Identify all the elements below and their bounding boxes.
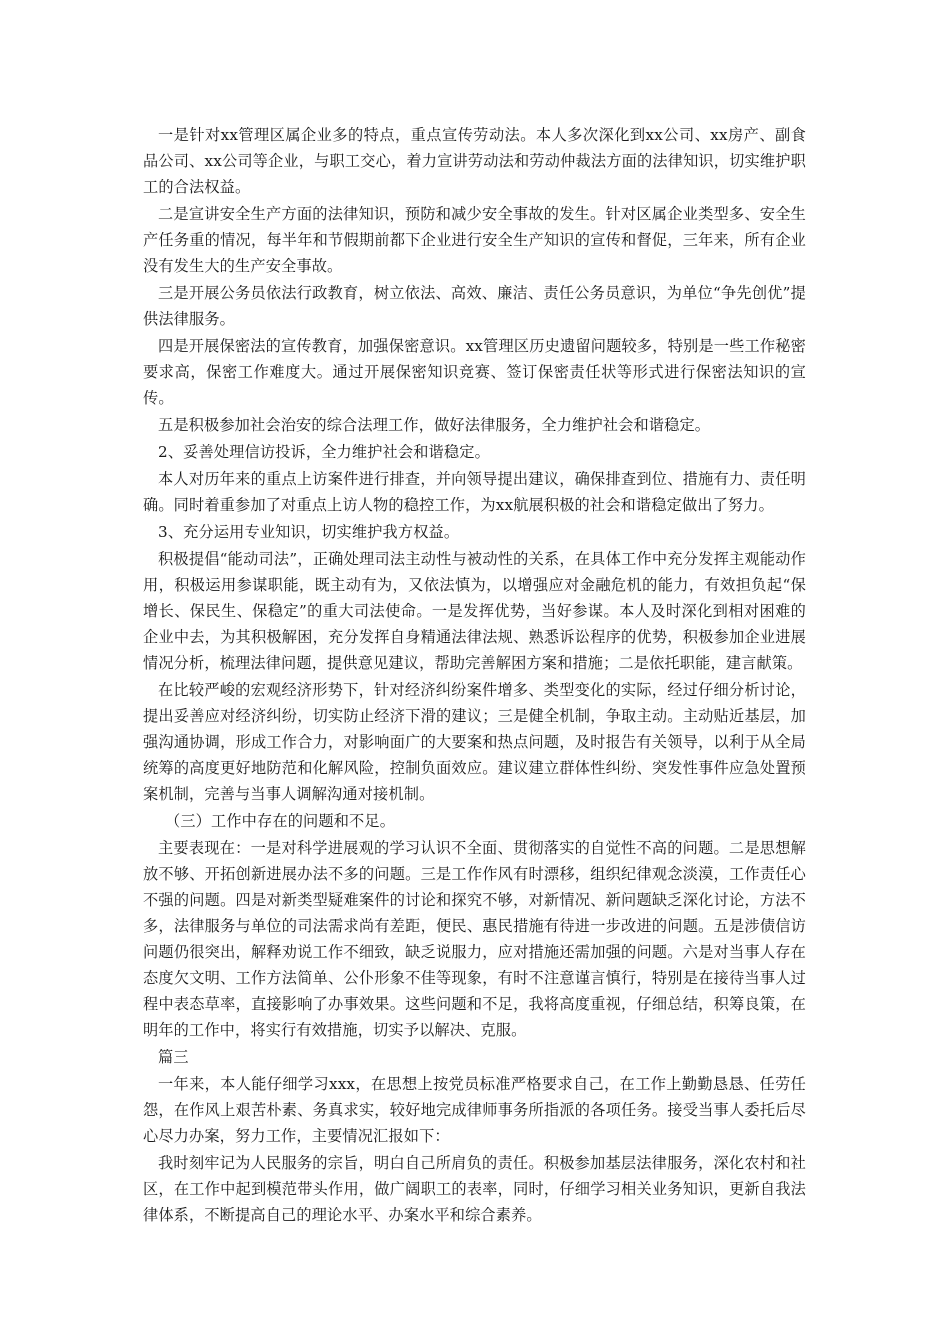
heading-professional-knowledge: 3、充分运用专业知识，切实维护我方权益。: [158, 523, 460, 541]
section-title-part-three: 篇三: [158, 1048, 189, 1066]
paragraph-economic-situation: 在比较严峻的宏观经济形势下，针对经济纠纷案件增多、类型变化的实际，经过仔细分析讨论，提出妥善应对经济纠纷，切实防止经济下滑的建议；三是健全机制，争取主动。主动贴近基层，加强沟通协调，形成工作合力，对影响面广的大要案和热点问题，及时报告有关领导，以利于从全局统筹的高度更好地防范和化解风险，控制负面效应。建议建立群体性纠纷、突发性事件应急处置预案机制，完善与当事人调解沟通对接机制。: [143, 681, 806, 803]
paragraph-civil-servant-education: 三是开展公务员依法行政教育，树立依法、高效、廉洁、责任公务员意识，为单位“争先创优”提供法律服务。: [143, 284, 806, 328]
paragraph-active-judiciary: 积极提倡“能动司法”，正确处理司法主动性与被动性的关系，在具体工作中充分发挥主观能动作用，积极运用参谋职能，既主动有为，又依法慎为，以增强应对金融危机的能力，有效担负起“保增长、保民生、保稳定”的重大司法使命。一是发挥优势，当好参谋。本人及时深化到相对困难的企业中去，为其积极解困，充分发挥自身精通法律法规、熟悉诉讼程序的优势，积极参加企业进展情况分析，梳理法律问题，提供意见建议，帮助完善解困方案和措施；二是依托职能，建言献策。: [143, 550, 806, 672]
paragraph-annual-summary: 一年来，本人能仔细学习xxx，在思想上按党员标准严格要求自己，在工作上勤勤恳恳、任劳任怨，在作风上艰苦朴素、务真求实，较好地完成律师事务所指派的各项任务。接受当事人委托后尽心尽力办案，努力工作，主要情况汇报如下：: [143, 1075, 806, 1145]
paragraph-problems-detail: 主要表现在：一是对科学进展观的学习认识不全面、贯彻落实的自觉性不高的问题。二是思想解放不够、开拓创新进展办法不多的问题。三是工作作风有时漂移，组织纪律观念淡漠，工作责任心不强的问题。四是对新类型疑难案件的讨论和探究不够，对新情况、新问题缺乏深化讨论，方法不多，法律服务与单位的司法需求尚有差距，便民、惠民措施有待进一步改进的问题。五是涉债信访问题仍很突出，解释劝说工作不细致，缺乏说服力，应对措施还需加强的问题。六是对当事人存在态度欠文明、工作方法简单、公仆形象不佳等现象，有时不注意谨言慎行，特别是在接待当事人过程中表态草率，直接影响了办事效果。这些问题和不足，我将高度重视，仔细总结，积筹良策，在明年的工作中，将实行有效措施，切实予以解决、克服。: [143, 839, 806, 1039]
heading-petition-handling: 2、妥善处理信访投诉，全力维护社会和谐稳定。: [158, 443, 490, 461]
paragraph-labor-law: 一是针对xx管理区属企业多的特点，重点宣传劳动法。本人多次深化到xx公司、xx房产、副食品公司、xx公司等企业，与职工交心，着力宣讲劳动法和劳动仲裁法方面的法律知识，切实维护职工的合法权益。: [143, 126, 806, 196]
paragraph-confidentiality-law: 四是开展保密法的宣传教育，加强保密意识。xx管理区历史遗留问题较多，特别是一些工作秘密要求高，保密工作难度大。通过开展保密知识竞赛、签订保密责任状等形式进行保密法知识的宣传。: [143, 337, 806, 407]
heading-problems: （三）工作中存在的问题和不足。: [165, 812, 396, 830]
paragraph-serve-people: 我时刻牢记为人民服务的宗旨，明白自己所肩负的责任。积极参加基层法律服务，深化农村和社区，在工作中起到模范带头作用，做广阔职工的表率，同时，仔细学习相关业务知识，更新自我法律体系，不断提高自己的理论水平、办案水平和综合素养。: [143, 1154, 806, 1224]
paragraph-petition-cases: 本人对历年来的重点上访案件进行排查，并向领导提出建议，确保排查到位、措施有力、责任明确。同时着重参加了对重点上访人物的稳控工作，为xx航展积极的社会和谐稳定做出了努力。: [143, 470, 806, 514]
document-body: [143, 122, 806, 1229]
paragraph-safety-production: 二是宣讲安全生产方面的法律知识，预防和减少安全事故的发生。针对区属企业类型多、安全生产任务重的情况，每半年和节假期前都下企业进行安全生产知识的宣传和督促，三年来，所有企业没有发生大的生产安全事故。: [143, 205, 806, 275]
paragraph-public-security: 五是积极参加社会治安的综合法理工作，做好法律服务，全力维护社会和谐稳定。: [158, 416, 711, 434]
